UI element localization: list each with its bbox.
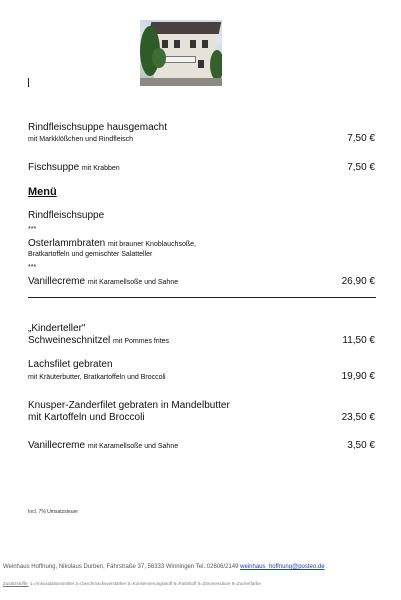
- dish-price: 23,50 €: [341, 412, 375, 423]
- menu-price: 26,90 €: [341, 276, 375, 287]
- dish-description: mit Karamellsoße und Sahne: [87, 443, 179, 450]
- additives-label: Zusatzstoffe:: [3, 581, 29, 586]
- dish-name: Rindfleischsuppe hausgemacht: [28, 122, 167, 133]
- dish-name: Lachsfilet gebraten: [28, 359, 113, 370]
- dish-description: mit Kräuterbutter, Bratkartoffeln und Broccoli: [28, 374, 166, 381]
- dish-name: Fischsuppe: [28, 162, 80, 173]
- vine-foliage: [152, 48, 166, 68]
- course-name: Osterlammbraten: [28, 238, 106, 249]
- email-link[interactable]: weinhaus_hoffnung@posteo.de: [240, 564, 325, 570]
- roof-shape: [149, 22, 222, 34]
- course-name: Vanillecreme: [28, 276, 86, 287]
- dish-item: [28, 162, 120, 174]
- menu-course: [28, 238, 196, 250]
- street: [140, 78, 222, 86]
- kids-label: „Kinderteller": [28, 323, 86, 334]
- menu-heading: Menü: [28, 186, 57, 198]
- window: [202, 40, 208, 48]
- dish-item: [28, 335, 169, 347]
- dish-price: 11,50 €: [342, 335, 375, 346]
- dish-description: mit Kartoffeln und Broccoli: [28, 412, 145, 423]
- menu-course: [28, 276, 178, 288]
- footer-additives: [3, 581, 261, 587]
- dish-price: 7,50 €: [347, 162, 375, 173]
- course-description: mit brauner Knoblauchsoße,: [108, 241, 196, 248]
- dish-description: mit Markklößchen und Rindfleisch: [28, 136, 134, 143]
- dish-description: mit Krabben: [81, 165, 120, 172]
- dish-price: 3,50 €: [347, 440, 375, 451]
- dish-price: 19,90 €: [341, 371, 375, 382]
- vine-foliage: [210, 50, 222, 80]
- tax-note: Incl. 7% Umsatzsteuer: [28, 509, 79, 515]
- dish-name: Vanillecreme: [28, 440, 86, 451]
- building-sign: [164, 56, 196, 63]
- course-description: mit Karamellsoße und Sahne: [87, 279, 179, 286]
- footer-address: [3, 563, 325, 571]
- dish-price: 7,50 €: [347, 133, 375, 144]
- restaurant-photo: [140, 20, 222, 86]
- menu-course: Rindfleischsuppe: [28, 210, 105, 221]
- address-text: Weinhaus Hoffnung, Nikolaus Durben, Fährstraße 37, 56333 Winningen Tel.:02606/2149: [3, 564, 239, 570]
- course-separator: ***: [28, 226, 37, 233]
- window: [190, 40, 196, 48]
- additives-text: 1=Antioxidationsmittel 3=Geschmacksverstärker 5=Konservierungsstoff 6=Farbstoff 8=Zitronensäure 9=Zuckerfarbe: [29, 581, 261, 586]
- course-description: Bratkartoffeln und gemischter Salatteller: [28, 251, 153, 258]
- text-cursor: [28, 78, 29, 87]
- dish-name: Schweineschnitzel: [28, 335, 111, 346]
- dish-name: Knusper-Zanderfilet gebraten in Mandelbutter: [28, 400, 230, 411]
- divider-line: [28, 297, 376, 298]
- window: [174, 40, 180, 48]
- course-separator: ***: [28, 264, 37, 271]
- window: [198, 60, 204, 68]
- dish-item: [28, 440, 178, 452]
- dish-description: mit Pommes frites: [113, 338, 170, 345]
- window: [162, 40, 168, 48]
